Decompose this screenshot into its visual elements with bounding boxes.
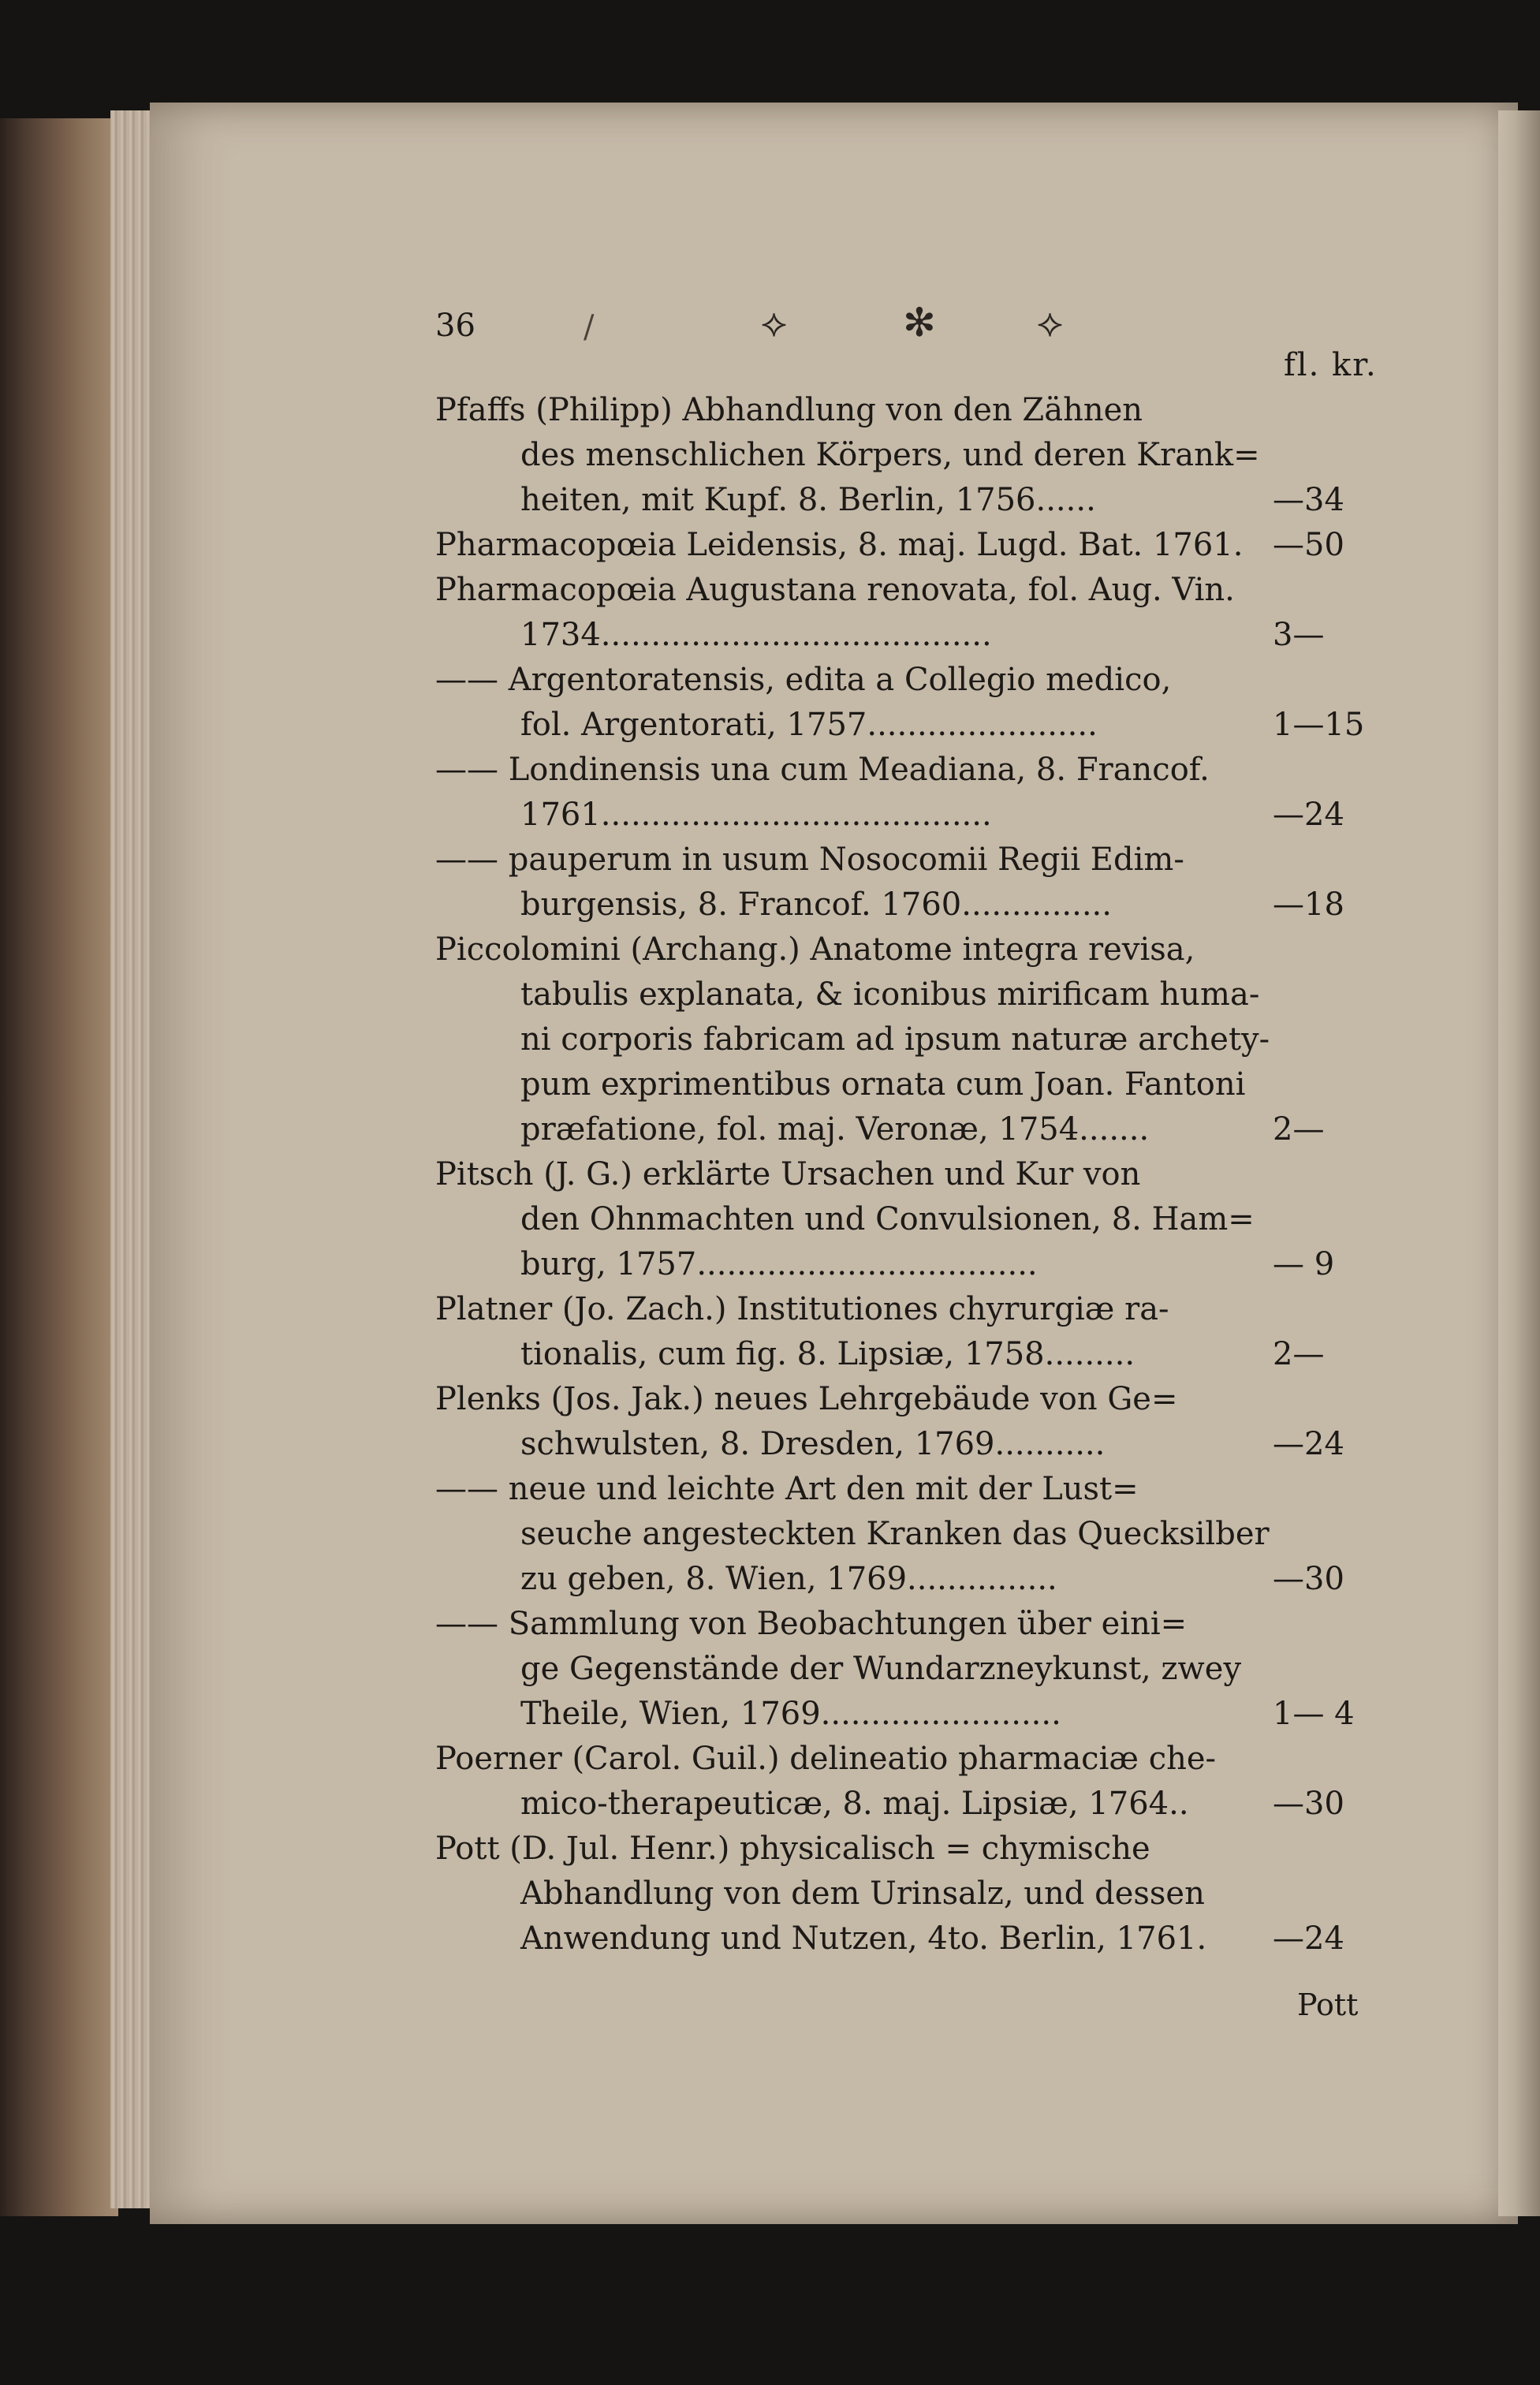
catalog-line [435,748,1413,793]
entry-text: 1761....................................... [520,797,992,833]
entry-price: 1—15 [1273,707,1365,743]
entry-text: mico-therapeuticæ, 8. maj. Lipsiæ, 1764.. [520,1786,1189,1822]
entry-text: 1734....................................... [520,617,992,653]
catchword: Pott [1297,1988,1359,2022]
entry-text: Pfaffs (Philipp) Abhandlung von den Zähnen [435,392,1143,428]
entry-text: pum exprimentibus ornata cum Joan. Fantoni [520,1066,1246,1103]
entry-text: Anwendung und Nutzen, 4to. Berlin, 1761. [520,1920,1207,1957]
catalog-line [435,658,1413,703]
catalog-line [435,1422,1413,1467]
entry-text: —— pauperum in usum Nosocomii Regii Edim- [435,842,1184,878]
entry-text: —— Argentoratensis, edita a Collegio medico, [435,662,1172,698]
currency-header: fl. kr. [1284,347,1378,383]
catalog-line [435,568,1413,613]
catalog-line [435,1737,1413,1782]
entry-text: des menschlichen Körpers, und deren Krank= [520,437,1260,473]
catalog-line [435,1872,1413,1917]
catalog-line [435,613,1413,658]
catalog-entries [435,388,1413,1961]
catalog-line [435,1557,1413,1602]
entry-text: heiten, mit Kupf. 8. Berlin, 1756...... [520,482,1096,518]
catalog-line [435,1107,1413,1152]
entry-price: 2— [1273,1111,1325,1148]
catalog-line [435,1692,1413,1737]
entry-text: —— Londinensis una cum Meadiana, 8. Francof. [435,752,1210,788]
entry-text: Pharmacopœia Augustana renovata, fol. Aug. Vin. [435,572,1235,608]
ornament-center-icon: ✻ [903,300,936,345]
entry-text: Abhandlung von dem Urinsalz, und dessen [520,1876,1205,1912]
catalog-line [435,1647,1413,1692]
entry-price: 3— [1273,617,1325,653]
entry-text: seuche angesteckten Kranken das Quecksilber [520,1516,1270,1552]
entry-text: —— Sammlung von Beobachtungen über eini= [435,1606,1188,1642]
catalog-line [435,1152,1413,1197]
entry-price: —24 [1273,797,1344,833]
page-right-edge [1498,110,1540,2216]
catalog-line [435,1197,1413,1242]
catalog-line [435,793,1413,838]
catalog-line [435,838,1413,883]
catalog-line [435,883,1413,928]
entry-text: den Ohnmachten und Convulsionen, 8. Ham= [520,1201,1255,1237]
catalog-line [435,1602,1413,1647]
entry-text: tionalis, cum fig. 8. Lipsiæ, 1758......... [520,1336,1135,1372]
ornament-left-icon: ⟡ [761,300,788,345]
catalog-line [435,1332,1413,1377]
pencil-mark: / [584,309,595,345]
catalog-line [435,1917,1413,1961]
entry-price: —50 [1273,527,1344,563]
catalog-line [435,523,1413,568]
page-number: 36 [435,308,475,344]
entry-text: Pharmacopœia Leidensis, 8. maj. Lugd. Bat. 1761. [435,527,1244,563]
entry-text: burg, 1757.................................. [520,1246,1038,1282]
entry-text: Poerner (Carol. Guil.) delineatio pharmaciæ che- [435,1741,1217,1777]
catalog-line [435,1377,1413,1422]
entry-text: Pott (D. Jul. Henr.) physicalisch = chymische [435,1831,1150,1867]
entry-text: præfatione, fol. maj. Veronæ, 1754....... [520,1111,1150,1148]
entry-price: —30 [1273,1786,1344,1822]
catalog-line [435,1062,1413,1107]
entry-text: —— neue und leichte Art den mit der Lust= [435,1471,1139,1507]
entry-price: —24 [1273,1920,1344,1957]
entry-text: Piccolomini (Archang.) Anatome integra revisa, [435,931,1195,968]
entry-price: 2— [1273,1336,1325,1372]
entry-text: Pitsch (J. G.) erklärte Ursachen und Kur von [435,1156,1141,1192]
catalog-line [435,1467,1413,1512]
entry-text: ni corporis fabricam ad ipsum naturæ archety- [520,1021,1270,1058]
entry-price: —30 [1273,1561,1344,1597]
entry-text: Plenks (Jos. Jak.) neues Lehrgebäude von Ge= [435,1381,1178,1417]
entry-text: tabulis explanata, & iconibus mirificam huma- [520,976,1260,1013]
catalog-line [435,1287,1413,1332]
entry-price: —24 [1273,1426,1344,1462]
entry-text: zu geben, 8. Wien, 1769............... [520,1561,1057,1597]
catalog-line [435,433,1413,478]
catalog-line [435,1017,1413,1062]
ornament-right-icon: ⟡ [1037,300,1064,345]
entry-text: ge Gegenstände der Wundarzneykunst, zwey [520,1651,1242,1687]
catalog-line [435,1512,1413,1557]
book-cover-edge [0,118,118,2216]
entry-price: 1— 4 [1273,1696,1355,1732]
catalog-line [435,1827,1413,1872]
entry-text: Platner (Jo. Zach.) Institutiones chyrurgiæ ra- [435,1291,1169,1327]
catalog-line [435,972,1413,1017]
entry-price: — 9 [1273,1246,1335,1282]
catalog-line [435,478,1413,523]
catalog-line [435,928,1413,972]
catalog-line [435,1242,1413,1287]
catalog-line [435,1782,1413,1827]
entry-text: burgensis, 8. Francof. 1760............... [520,886,1112,923]
catalog-line [435,388,1413,433]
entry-text: schwulsten, 8. Dresden, 1769........... [520,1426,1106,1462]
entry-text: fol. Argentorati, 1757....................... [520,707,1098,743]
catalog-line [435,703,1413,748]
entry-price: —34 [1273,482,1344,518]
entry-price: —18 [1273,886,1344,923]
entry-text: Theile, Wien, 1769........................ [520,1696,1061,1732]
